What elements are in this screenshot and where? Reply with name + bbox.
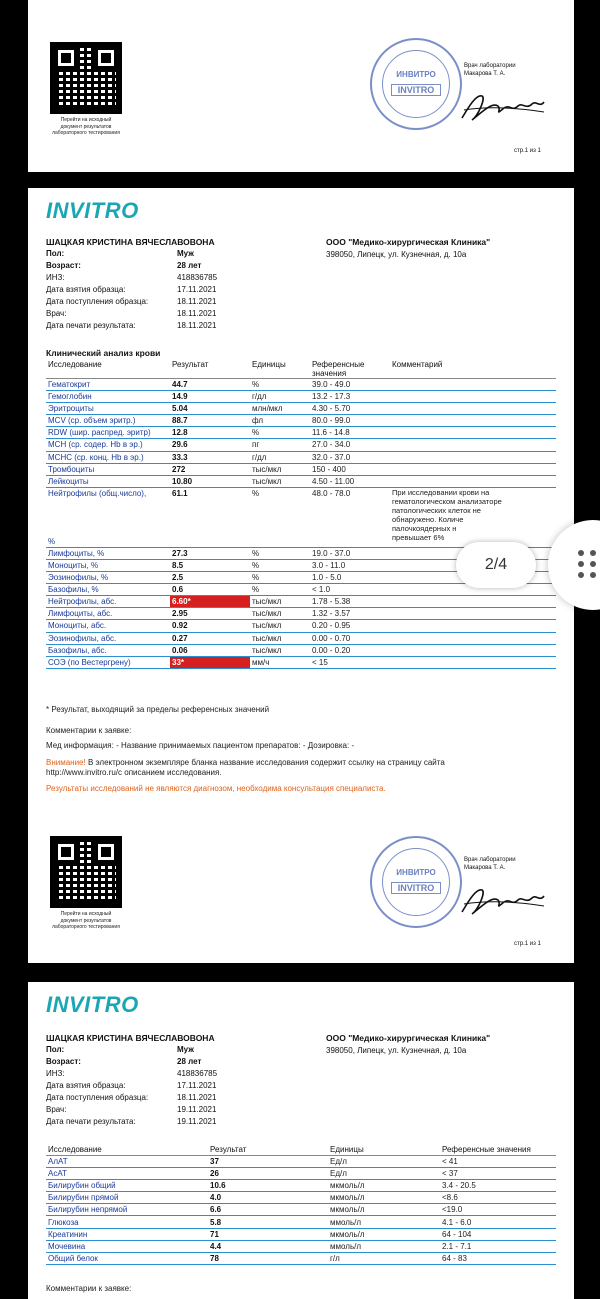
row-value: 33.3 [170,451,250,463]
header-study: Исследование [46,360,170,379]
row-ref: 1.32 - 3.57 [310,608,390,620]
clinic-name: ООО "Медико-хирургическая Клиника" [326,1033,491,1043]
row-units: % [250,559,310,571]
row-units: тыс/мкл [250,644,310,656]
taken-label: Дата взятия образца: [46,1081,126,1090]
doctor-info [464,856,516,872]
row-value: 5.8 [208,1216,328,1228]
row-name: Мочевина [46,1240,208,1252]
row-value: 33* [170,656,250,668]
row-ref: 2.1 - 7.1 [440,1240,556,1252]
qr-caption-line: Перейти на исходный [60,911,112,917]
row-units: % [250,572,310,584]
row-name: СОЭ (по Вестергрену) [46,656,170,668]
table-row [46,391,556,403]
row-ref: 0.00 - 0.70 [310,632,390,644]
inz-value: 418836785 [177,273,218,282]
printed-label: Дата печати результата: [46,321,136,330]
invitro-logo: INVITRO [46,198,139,223]
row-value: 27.3 [170,547,250,559]
row-name: Глюкоза [46,1216,208,1228]
doctor-name: Макарова Т. А. [464,71,506,77]
biochem-table [46,1144,556,1265]
row-value: 5.04 [170,403,250,415]
doctor-label: Врач: [46,309,67,318]
row-ref: < 1.0 [310,584,390,596]
printed-value: 18.11.2021 [177,321,217,330]
row-name: MCV (ср. объем эритр.) [46,415,170,427]
row-name: MCHC (ср. конц. Hb в эр.) [46,451,170,463]
taken-label: Дата взятия образца: [46,285,126,294]
qr-caption-line: документ результатов [60,123,112,130]
row-comment [390,620,556,632]
table-row [46,596,556,608]
signature [458,88,548,124]
row-value: 6.60* [170,596,250,608]
row-value: 8.5 [170,559,250,571]
qr-code[interactable] [50,836,122,908]
row-value: 0.06 [170,644,250,656]
row-name: Билирубин прямой [46,1192,208,1204]
row-value: 61.1 [170,487,250,547]
age-value: 28 лет [177,261,202,270]
row-name: Гемоглобин [46,391,170,403]
row-units: мкмоль/л [328,1192,440,1204]
table-row [46,379,556,391]
row-value: 26 [208,1168,328,1180]
table-row [46,475,556,487]
row-units: мкмоль/л [328,1204,440,1216]
row-value: 0.92 [170,620,250,632]
row-value: 0.27 [170,632,250,644]
row-ref: 39.0 - 49.0 [310,379,390,391]
row-units: тыс/мкл [250,596,310,608]
row-units: мм/ч [250,656,310,668]
row-name: Моноциты, % [46,559,170,571]
header-units: Единицы [250,360,310,379]
page-number: стр.1 из 1 [514,941,541,947]
clinic-address: 398050, Липецк, ул. Кузнечная, д. 10а [326,250,467,259]
stamp-text: INVITRO [391,84,441,96]
row-units: мкмоль/л [328,1180,440,1192]
row-units: ммоль/л [328,1240,440,1252]
row-name: Базофилы, абс. [46,644,170,656]
printed-label: Дата печати результата: [46,1117,136,1126]
row-comment [390,379,556,391]
row-comment [390,656,556,668]
row-name: Нейтрофилы, абс. [46,596,170,608]
inz-label: ИНЗ: [46,273,65,282]
taken-value: 17.11.2021 [177,1081,217,1090]
row-value: 29.6 [170,439,250,451]
row-units: тыс/мкл [250,463,310,475]
attention-word: Внимание! [46,758,86,767]
signature [458,882,548,918]
table-row [46,1240,556,1252]
row-ref: 1.78 - 5.38 [310,596,390,608]
row-value: 2.95 [170,608,250,620]
row-name: Общий белок [46,1252,208,1264]
header-comment: Комментарий [390,360,556,379]
row-value: 14.9 [170,391,250,403]
row-units: пг [250,439,310,451]
attention-note [46,758,445,767]
row-value: 10.6 [208,1180,328,1192]
row-name: Лейкоциты [46,475,170,487]
received-label: Дата поступления образца: [46,297,149,306]
page-3 [28,982,574,1299]
row-value: 6.6 [208,1204,328,1216]
page-number: стр.1 из 1 [514,148,541,154]
row-comment [390,451,556,463]
footnote: * Результат, выходящий за пределы референсных значений [46,705,270,714]
row-comment [390,439,556,451]
row-name: Нейтрофилы (общ.число), % [46,487,170,547]
row-units: тыс/мкл [250,475,310,487]
sex-value: Муж [177,249,194,258]
invitro-logo: INVITRO [46,992,139,1017]
qr-code[interactable] [50,42,122,114]
row-comment [390,632,556,644]
row-value: 12.8 [170,427,250,439]
row-name: Эозинофилы, абс. [46,632,170,644]
disclaimer: Результаты исследований не являются диагнозом, необходима консультация специалиста. [46,784,386,793]
row-ref: 64 - 83 [440,1252,556,1264]
row-units: % [250,547,310,559]
row-name: Моноциты, абс. [46,620,170,632]
row-name: Эозинофилы, % [46,572,170,584]
row-value: 71 [208,1228,328,1240]
row-value: 4.0 [208,1192,328,1204]
row-value: 10.80 [170,475,250,487]
table-row [46,1216,556,1228]
lab-stamp [370,38,462,130]
row-comment [390,475,556,487]
row-ref: 3.4 - 20.5 [440,1180,556,1192]
row-ref: 32.0 - 37.0 [310,451,390,463]
row-ref: 4.1 - 6.0 [440,1216,556,1228]
row-name: Лимфоциты, абс. [46,608,170,620]
row-units: ммоль/л [328,1216,440,1228]
row-units: мкмоль/л [328,1228,440,1240]
row-value: 78 [208,1252,328,1264]
row-units: Ед/л [328,1156,440,1168]
sex-value: Муж [177,1045,194,1054]
received-label: Дата поступления образца: [46,1093,149,1102]
row-value: 4.4 [208,1240,328,1252]
header-result: Результат [170,360,250,379]
row-value: 37 [208,1156,328,1168]
header-study: Исследование [46,1144,208,1156]
page-indicator: 2/4 [456,542,536,588]
more-dots-icon [578,550,598,580]
doctor-name: Макарова Т. А. [464,865,506,871]
doctor-label: Врач: [46,1105,67,1114]
page-1-footer [28,0,574,172]
stamp-text: ИНВИТРО [396,868,436,877]
qr-caption [41,911,131,931]
patient-name: ШАЦКАЯ КРИСТИНА ВЯЧЕСЛАВОВОНА [46,237,215,247]
sex-label: Пол: [46,249,65,258]
row-comment [390,427,556,439]
section-title: Клинический анализ крови [46,348,161,358]
row-comment [390,391,556,403]
table-row [46,620,556,632]
inz-label: ИНЗ: [46,1069,65,1078]
cbc-table [46,360,556,669]
table-row [46,1204,556,1216]
row-value: 88.7 [170,415,250,427]
table-row [46,644,556,656]
row-ref: 0.20 - 0.95 [310,620,390,632]
row-comment [390,403,556,415]
row-ref: 48.0 - 78.0 [310,487,390,547]
row-units: % [250,584,310,596]
row-ref: < 41 [440,1156,556,1168]
row-ref: < 37 [440,1168,556,1180]
received-value: 18.11.2021 [177,1093,217,1102]
table-row [46,415,556,427]
row-ref: 150 - 400 [310,463,390,475]
row-ref: < 15 [310,656,390,668]
header-ref: Референсные значения [440,1144,556,1156]
row-name: MCH (ср. содер. Hb в эр.) [46,439,170,451]
sex-label: Пол: [46,1045,65,1054]
doctor-role: Врач лаборатории [464,63,516,69]
row-value: 272 [170,463,250,475]
row-name: Креатинин [46,1228,208,1240]
table-row [46,632,556,644]
row-name: Эритроциты [46,403,170,415]
row-comment [390,463,556,475]
table-row [46,1252,556,1264]
row-value: 44.7 [170,379,250,391]
lab-stamp [370,836,462,928]
comments-label: Комментарии к заявке: [46,726,132,735]
table-row [46,1180,556,1192]
row-units: % [250,427,310,439]
row-comment [390,415,556,427]
doctor-value: 19.11.2021 [177,1105,217,1114]
row-name: Гематокрит [46,379,170,391]
doctor-info [464,62,516,78]
table-row [46,1228,556,1240]
table-row [46,1192,556,1204]
row-name: АлАТ [46,1156,208,1168]
row-comment [390,644,556,656]
row-ref: 1.0 - 5.0 [310,572,390,584]
row-name: АсАТ [46,1168,208,1180]
table-row [46,656,556,668]
med-info: Мед информация: - Название принимаемых пациентом препаратов: - Дозировка: - [46,741,355,750]
comments-label: Комментарии к заявке: [46,1284,132,1293]
row-units: млн/мкл [250,403,310,415]
attention-text: В электронном экземпляре бланка название исследования содержит ссылку на страницу сайта [85,758,445,767]
row-units: тыс/мкл [250,608,310,620]
row-ref: 11.6 - 14.8 [310,427,390,439]
row-comment [390,596,556,608]
row-units: г/дл [250,391,310,403]
table-header [46,1144,556,1156]
row-ref: 80.0 - 99.0 [310,415,390,427]
row-comment: При исследовании крови на гематологическом анализаторе патологических клеток не обнаружено. Количе палочкоядерных н превышает 6% [390,487,556,547]
received-value: 18.11.2021 [177,297,217,306]
clinic-name: ООО "Медико-хирургическая Клиника" [326,237,491,247]
table-row [46,487,556,547]
row-name: Базофилы, % [46,584,170,596]
table-row [46,403,556,415]
qr-caption [41,117,131,137]
patient-name: ШАЦКАЯ КРИСТИНА ВЯЧЕСЛАВОВОНА [46,1033,215,1043]
qr-caption-line: документ результатов [60,917,112,924]
table-row [46,451,556,463]
row-units: % [250,379,310,391]
row-ref: <8.6 [440,1192,556,1204]
stamp-text: ИНВИТРО [396,70,436,79]
row-value: 0.6 [170,584,250,596]
age-label: Возраст: [46,261,81,270]
invitro-link[interactable]: http://www.invitro.ru/с описанием исследования. [46,768,222,777]
row-units: фл [250,415,310,427]
patient-info [46,249,277,333]
row-units: % [250,487,310,547]
row-ref: 0.00 - 0.20 [310,644,390,656]
header-result: Результат [208,1144,328,1156]
stamp-text: INVITRO [391,882,441,894]
table-row [46,463,556,475]
doctor-role: Врач лаборатории [464,857,516,863]
header-ref: Референсные значения [310,360,390,379]
taken-value: 17.11.2021 [177,285,217,294]
row-ref: 64 - 104 [440,1228,556,1240]
row-units: г/дл [250,451,310,463]
age-label: Возраст: [46,1057,81,1066]
clinic-address: 398050, Липецк, ул. Кузнечная, д. 10а [326,1046,467,1055]
row-comment [390,608,556,620]
row-name: Тромбоциты [46,463,170,475]
row-units: г/л [328,1252,440,1264]
row-ref: 19.0 - 37.0 [310,547,390,559]
table-row [46,439,556,451]
qr-caption-line: лабораторного тестирования [52,130,120,136]
qr-caption-line: Перейти на исходный [60,117,112,123]
row-ref: 13.2 - 17.3 [310,391,390,403]
row-name: Лимфоциты, % [46,547,170,559]
table-row [46,427,556,439]
qr-caption-line: лабораторного тестирования [52,924,120,930]
table-row [46,608,556,620]
row-ref: 3.0 - 11.0 [310,559,390,571]
row-value: 2.5 [170,572,250,584]
header-units: Единицы [328,1144,440,1156]
patient-info [46,1045,277,1129]
row-name: RDW (шир. распред. эритр) [46,427,170,439]
printed-value: 19.11.2021 [177,1117,217,1126]
row-ref: 27.0 - 34.0 [310,439,390,451]
table-row [46,1156,556,1168]
row-units: тыс/мкл [250,620,310,632]
age-value: 28 лет [177,1057,202,1066]
table-header [46,360,556,379]
doctor-value: 18.11.2021 [177,309,217,318]
row-ref: <19.0 [440,1204,556,1216]
row-units: тыс/мкл [250,632,310,644]
inz-value: 418836785 [177,1069,218,1078]
row-name: Билирубин общий [46,1180,208,1192]
table-row [46,1168,556,1180]
row-ref: 4.30 - 5.70 [310,403,390,415]
row-ref: 4.50 - 11.00 [310,475,390,487]
row-name: Билирубин непрямой [46,1204,208,1216]
row-units: Ед/л [328,1168,440,1180]
